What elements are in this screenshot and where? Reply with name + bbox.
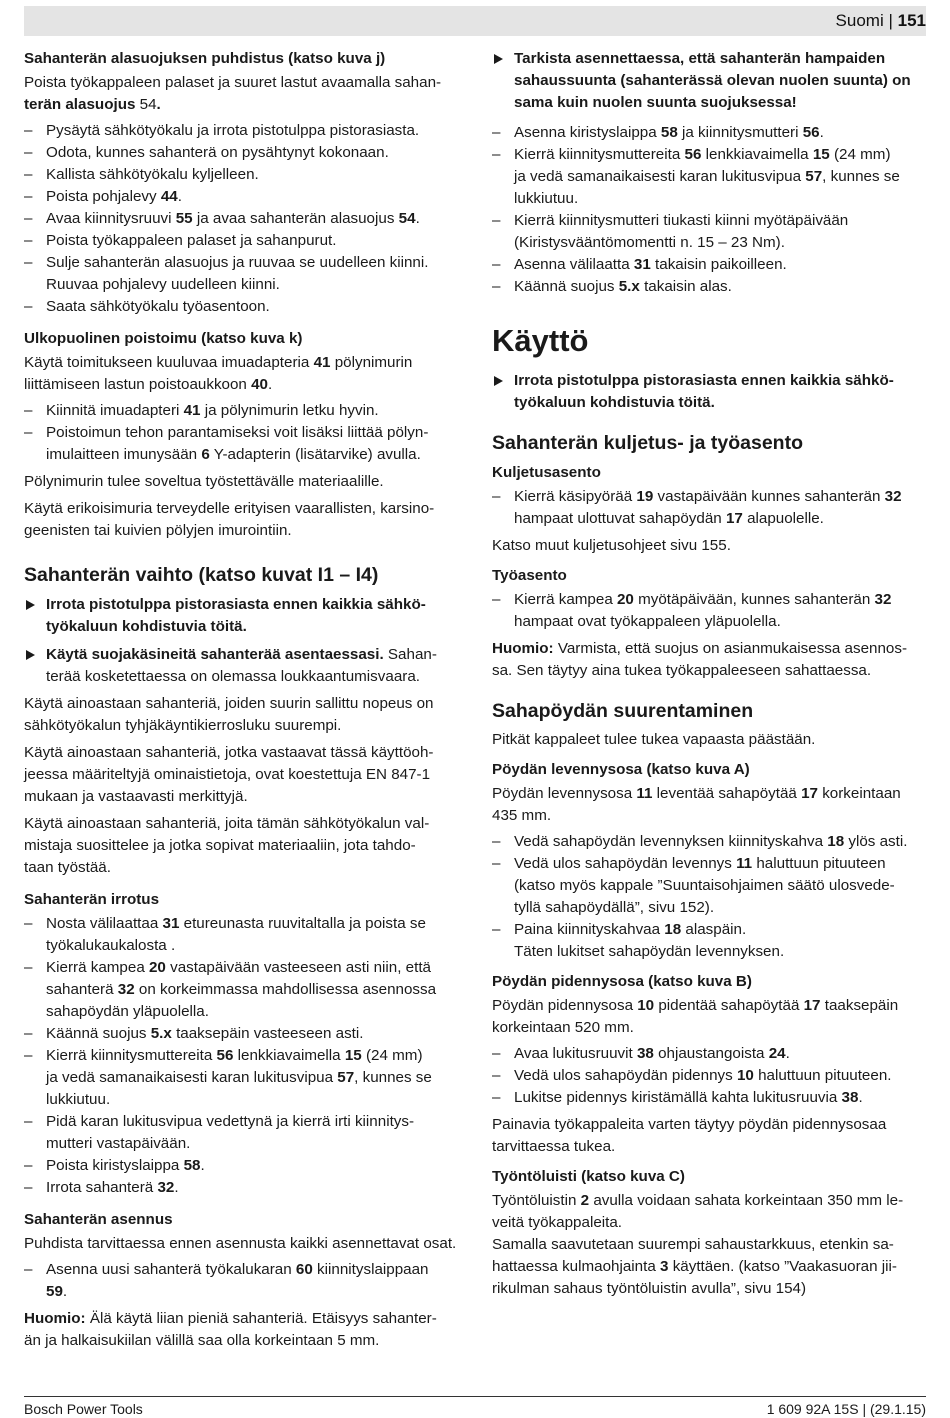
warning-note xyxy=(24,594,462,638)
list xyxy=(24,1259,462,1303)
reference-number: 55 xyxy=(175,210,193,227)
reference-number: 3 xyxy=(660,1258,669,1275)
list-item: – Kierrä kampea 20 myötäpäivään, kunnes sahanterän 32 hampaat ovat työkappaleen yläpuolella. xyxy=(492,591,892,630)
header-section: Suomi xyxy=(835,11,884,30)
list-dash: – xyxy=(492,1089,501,1106)
list-dash: – xyxy=(24,1025,33,1042)
section-transport-working-position xyxy=(492,430,928,682)
paragraph: Käytä ainoastaan sahanteriä, jotka vastaavat tässä käyttöoh- jeessa määriteltyjä ominaistietoja, ovat koestettuja EN 847-1 mukaan ja vastaavasti merkittyjä. xyxy=(24,744,434,805)
reference-number: 38 xyxy=(636,1045,654,1062)
list-item: – Nosta välilaattaa 31 etureunasta ruuvitaltalla ja poista se työkalukaukalosta . xyxy=(24,915,426,954)
reference-number: 58 xyxy=(660,124,678,141)
list-item: – Lukitse pidennys kiristämällä kahta lukitusruuvia 38. xyxy=(492,1087,928,1109)
list-dash: – xyxy=(492,278,501,295)
list-item: – Sulje sahanterän alasuojus ja ruuvaa se uudelleen kiinni. Ruuvaa pohjalevy uudelleen kiinni. xyxy=(24,254,429,293)
list xyxy=(492,589,928,633)
warning-text: Irrota pistotulppa pistorasiasta ennen kaikkia sähkö- työkaluun kohdistuvia töitä. xyxy=(514,372,894,411)
list xyxy=(24,400,462,466)
paragraph: Pöydän levennysosa 11 leventää sahapöytää 17 korkeintaan 435 mm. xyxy=(492,785,901,824)
note-text: Varmista, että suojus on asianmukaisessa asennos- sa. Sen täytyy aina tukea työkappaleeseen sahattaessa. xyxy=(492,640,908,679)
reference-number: 2 xyxy=(580,1192,590,1209)
reference-number: terän alasuojus xyxy=(24,96,140,113)
list xyxy=(24,120,462,318)
list-dash: – xyxy=(24,122,33,139)
section-table-extension xyxy=(492,698,928,1300)
reference-number: 31 xyxy=(633,256,651,273)
reference-number: 56 xyxy=(802,124,820,141)
list-item: – Kiinnitä imuadapteri 41 ja pölynimurin letku hyvin. xyxy=(24,400,462,422)
reference-number: 56 xyxy=(684,146,702,163)
paragraph: Pitkät kappaleet tulee tukea vapaasta päästään. xyxy=(492,731,816,748)
warning-detail: Sahan- terää kosketettaessa on olemassa loukkaantumisvaara. xyxy=(46,646,437,685)
list-dash: – xyxy=(24,144,33,161)
right-triangle-icon xyxy=(494,376,503,386)
paragraph: Käytä erikoisimuria terveydelle erityisen vaarallisten, karsino- geenisten tai kuivien pölyjen imurointiin. xyxy=(24,500,435,539)
list xyxy=(492,1043,928,1109)
paragraph: Katso muut kuljetusohjeet sivu 155. xyxy=(492,537,731,554)
list-dash: – xyxy=(492,212,501,229)
list xyxy=(492,122,928,298)
list-item: – Asenna uusi sahanterä työkalukaran 60 kiinnityslaippaan 59. xyxy=(24,1261,429,1300)
list-dash: – xyxy=(24,166,33,183)
reference-number: 32 xyxy=(874,591,892,608)
page-number: 151 xyxy=(897,11,926,30)
list-item: – Saata sähkötyökalu työasentoon. xyxy=(24,296,462,318)
reference-number: 17 xyxy=(801,785,818,802)
list-dash: – xyxy=(24,210,33,227)
list-item: – Paina kiinnityskahvaa 18 alaspäin. Täten lukitset sahapöydän levennyksen. xyxy=(492,921,785,960)
reference-number: 18 xyxy=(664,921,682,938)
reference-number: 17 xyxy=(803,997,821,1014)
warning-note xyxy=(24,644,462,688)
section-title: Sahanterän alasuojuksen puhdistus (katso kuva j) xyxy=(24,50,386,67)
reference-number: 57 xyxy=(805,168,823,185)
list-item: – Vedä ulos sahapöydän pidennys 10 haluttuun pituuteen. xyxy=(492,1065,928,1087)
reference-number: 17 xyxy=(725,510,743,527)
list-dash: – xyxy=(492,833,501,850)
subsection-title: Työntöluisti (katso kuva C) xyxy=(492,1168,685,1185)
list-dash: – xyxy=(24,424,33,441)
subsection-title: Pöydän pidennysosa (katso kuva B) xyxy=(492,973,752,990)
note-label: Huomio: xyxy=(24,1310,86,1327)
warning-text: Irrota pistotulppa pistorasiasta ennen kaikkia sähkö- työkaluun kohdistuvia töitä. xyxy=(46,596,426,635)
list-item: – Kierrä käsipyörää 19 vastapäivään kunnes sahanterän 32 hampaat ulottuvat sahapöydän 17 alapuolelle. xyxy=(492,488,902,527)
header-bar xyxy=(24,6,926,36)
list-dash: – xyxy=(492,855,501,872)
paragraph: Poista työkappaleen palaset ja suuret lastut avaamalla sahan-terän alasuojus 54. xyxy=(24,74,442,113)
reference-number: 41 xyxy=(313,354,331,371)
paragraph: Pölynimurin tulee soveltua työstettävälle materiaalille. xyxy=(24,473,384,490)
reference-number: 32 xyxy=(884,488,902,505)
reference-number: 57 xyxy=(337,1069,355,1086)
reference-number: 11 xyxy=(636,785,653,802)
list-item: – Kierrä kiinnitysmuttereita 56 lenkkiavaimella 15 (24 mm) ja vedä samanaikaisesti karan lukitusvipua 57, kunnes se lukkiutuu. xyxy=(24,1047,432,1108)
right-triangle-icon xyxy=(26,600,35,610)
list-dash: – xyxy=(24,254,33,271)
header-separator: | xyxy=(888,11,893,30)
list-item: – Poistoimun tehon parantamiseksi voit lisäksi liittää pölyn- imulaitteen imunysään 6 Y-adapterin (lisätarvike) avulla. xyxy=(24,424,429,463)
list-item: – Pysäytä sähkötyökalu ja irrota pistotulppa pistorasiasta. xyxy=(24,120,462,142)
page-header xyxy=(836,10,926,32)
section-heading: Sahapöydän suurentaminen xyxy=(492,700,754,722)
chapter-heading: Käyttö xyxy=(492,323,589,358)
reference-number: 60 xyxy=(295,1261,313,1278)
reference-number: 58 xyxy=(183,1157,201,1174)
section-heading: Sahanterän vaihto (katso kuvat I1 – I4) xyxy=(24,564,379,586)
warning-note xyxy=(492,48,928,114)
list-item: – Käännä suojus 5.x taaksepäin vasteeseen asti. xyxy=(24,1023,462,1045)
section-heading: Sahanterän kuljetus- ja työasento xyxy=(492,432,804,454)
section-title: Ulkopuolinen poistoimu (katso kuva k) xyxy=(24,330,303,347)
list-item: – Kallista sähkötyökalu kyljelleen. xyxy=(24,164,462,186)
list-item: – Vedä ulos sahapöydän levennys 11 haluttuun pituuteen (katso myös kappale ”Suuntaisohjaimen säätö ulosvede- tyllä sahapöydällä”, sivu 152). xyxy=(492,855,895,916)
reference-number: 32 xyxy=(157,1179,175,1196)
list xyxy=(24,913,462,1199)
footer-brand: Bosch Power Tools xyxy=(24,1401,143,1417)
list xyxy=(492,831,928,963)
list-dash: – xyxy=(24,959,33,976)
list-dash: – xyxy=(492,256,501,273)
list-dash: – xyxy=(492,1067,501,1084)
list-dash: – xyxy=(492,591,501,608)
paragraph: Puhdista tarvittaessa ennen asennusta kaikki asennettavat osat. xyxy=(24,1235,457,1252)
subsection-title: Kuljetusasento xyxy=(492,464,601,481)
warning-text: Käytä suojakäsineitä sahanterää asentaessasi. xyxy=(46,646,384,663)
reference-number: 40 xyxy=(251,376,269,393)
list-item: – Asenna kiristyslaippa 58 ja kiinnitysmutteri 56. xyxy=(492,122,928,144)
list-dash: – xyxy=(24,298,33,315)
section-external-dust-extraction xyxy=(24,328,462,542)
reference-number: 6 xyxy=(201,446,210,463)
reference-number: 11 xyxy=(736,855,753,872)
reference-number: 24 xyxy=(768,1045,786,1062)
paragraph: Painavia työkappaleita varten täytyy pöydän pidennysosaa tarvittaessa tukea. xyxy=(492,1116,887,1155)
reference-number: 19 xyxy=(636,488,654,505)
list-dash: – xyxy=(492,921,501,938)
section-title: Sahanterän irrotus xyxy=(24,891,160,908)
subsection-title: Pöydän levennysosa (katso kuva A) xyxy=(492,761,750,778)
list-item: – Poista työkappaleen palaset ja sahanpurut. xyxy=(24,230,462,252)
section-blade-change xyxy=(24,562,462,879)
section-blade-installation xyxy=(24,1209,462,1352)
reference-number: 44 xyxy=(160,188,178,205)
list-dash: – xyxy=(24,915,33,932)
reference-number: 20 xyxy=(148,959,166,976)
list-dash: – xyxy=(492,488,501,505)
reference-number: 5.x xyxy=(618,278,640,295)
list-item: – Odota, kunnes sahanterä on pysähtynyt kokonaan. xyxy=(24,142,462,164)
reference-number: 10 xyxy=(736,1067,754,1084)
list-dash: – xyxy=(492,1045,501,1062)
list-item: – Kierrä kiinnitysmuttereita 56 lenkkiavaimella 15 (24 mm) ja vedä samanaikaisesti karan lukitusvipua 57, kunnes se lukkiutuu. xyxy=(492,146,900,207)
list-item: – Käännä suojus 5.x takaisin alas. xyxy=(492,276,928,298)
paragraph: Käytä ainoastaan sahanteriä, joita tämän sähkötyökalun val- mistaja suosittelee ja jotka sopivat materiaaliin, jota tahdo- taan työstää. xyxy=(24,815,430,876)
section-title: Sahanterän asennus xyxy=(24,1211,173,1228)
reference-number: . xyxy=(156,96,161,113)
list-dash: – xyxy=(24,1261,33,1278)
subsection-title: Työasento xyxy=(492,567,567,584)
reference-number: 15 xyxy=(344,1047,362,1064)
list-dash: – xyxy=(24,232,33,249)
note-text: Älä käytä liian pieniä sahanteriä. Etäisyys sahanter- än ja halkaisukiilan välillä saa olla korkeintaan 5 mm. xyxy=(24,1310,437,1349)
left-column xyxy=(24,48,462,1352)
paragraph: Käytä toimitukseen kuuluvaa imuadapteria 41 pölynimurin liittämiseen lastun poistoaukkoon 40. xyxy=(24,354,413,393)
list-item: – Avaa kiinnitysruuvi 55 ja avaa sahanterän alasuojus 54. xyxy=(24,208,462,230)
paragraph: Pöydän pidennysosa 10 pidentää sahapöytää 17 taaksepäin korkeintaan 520 mm. xyxy=(492,997,899,1036)
list-item: – Kierrä kampea 20 vastapäivään vasteeseen asti niin, että sahanterä 32 on korkeimmassa mahdollisessa asennossa sahapöydän yläpuolella. xyxy=(24,959,437,1020)
footer-doc-number: 1 609 92A 15S | (29.1.15) xyxy=(766,1401,926,1417)
note xyxy=(492,638,928,682)
section-cleaning xyxy=(24,48,462,318)
list-dash: – xyxy=(492,146,501,163)
list-item: – Poista kiristyslaippa 58. xyxy=(24,1155,462,1177)
list-item: – Poista pohjalevy 44. xyxy=(24,186,462,208)
list-item: – Asenna välilaatta 31 takaisin paikoilleen. xyxy=(492,254,928,276)
section-blade-removal xyxy=(24,889,462,1199)
paragraph: Työntöluistin 2 avulla voidaan sahata korkeintaan 350 mm le- veitä työkappaleita. Samalla saavutetaan suurempi sahaustarkkuus, etenkin sa- hattaessa kulmaohjainta 3 käyttäen. (katso ”Vaakasuoran jii- rikulman sahaus työntöluistin avulla”, sivu 154) xyxy=(492,1192,904,1297)
reference-number: 5.x xyxy=(150,1025,172,1042)
list-item: – Kierrä kiinnitysmutteri tiukasti kiinni myötäpäivään (Kiristysvääntömomentti n. 15 – 23 Nm). xyxy=(492,212,849,251)
right-triangle-icon xyxy=(494,54,503,64)
reference-number: 59 xyxy=(46,1283,63,1300)
reference-number: 10 xyxy=(637,997,655,1014)
right-column xyxy=(492,48,928,1300)
note xyxy=(24,1308,462,1352)
reference-number: 56 xyxy=(216,1047,234,1064)
list-dash: – xyxy=(24,188,33,205)
footer-divider xyxy=(24,1396,926,1397)
list-item: – Irrota sahanterä 32. xyxy=(24,1177,462,1199)
reference-number: 20 xyxy=(616,591,634,608)
list-dash: – xyxy=(24,1157,33,1174)
list-dash: – xyxy=(24,1179,33,1196)
paragraph: Käytä ainoastaan sahanteriä, joiden suurin sallittu nopeus on sähkötyökalun tyhjäkäyntikierrosluku suurempi. xyxy=(24,695,434,734)
list-dash: – xyxy=(24,1047,33,1064)
note-label: Huomio: xyxy=(492,640,554,657)
warning-note xyxy=(492,370,928,414)
right-triangle-icon xyxy=(26,650,35,660)
list-item: – Pidä karan lukitusvipua vedettynä ja kierrä irti kiinnitys- mutteri vastapäivään. xyxy=(24,1113,415,1152)
list-dash: – xyxy=(24,402,33,419)
list-item: – Avaa lukitusruuvit 38 ohjaustangoista 24. xyxy=(492,1043,928,1065)
list xyxy=(492,486,928,530)
warning-text: Tarkista asennettaessa, että sahanterän hampaiden sahaussuunta (sahanterässä olevan nuolen suunta) on sama kuin nuolen suunta suojuksessa! xyxy=(514,50,911,111)
reference-number: 41 xyxy=(183,402,201,419)
list-item: – Vedä sahapöydän levennyksen kiinnityskahva 18 ylös asti. xyxy=(492,831,928,853)
list-dash: – xyxy=(492,124,501,141)
reference-number: 54 xyxy=(398,210,416,227)
reference-number: 15 xyxy=(812,146,830,163)
reference-number: 18 xyxy=(827,833,845,850)
reference-number: 31 xyxy=(162,915,180,932)
list-dash: – xyxy=(24,1113,33,1130)
reference-number: 32 xyxy=(117,981,135,998)
reference-number: 38 xyxy=(841,1089,859,1106)
